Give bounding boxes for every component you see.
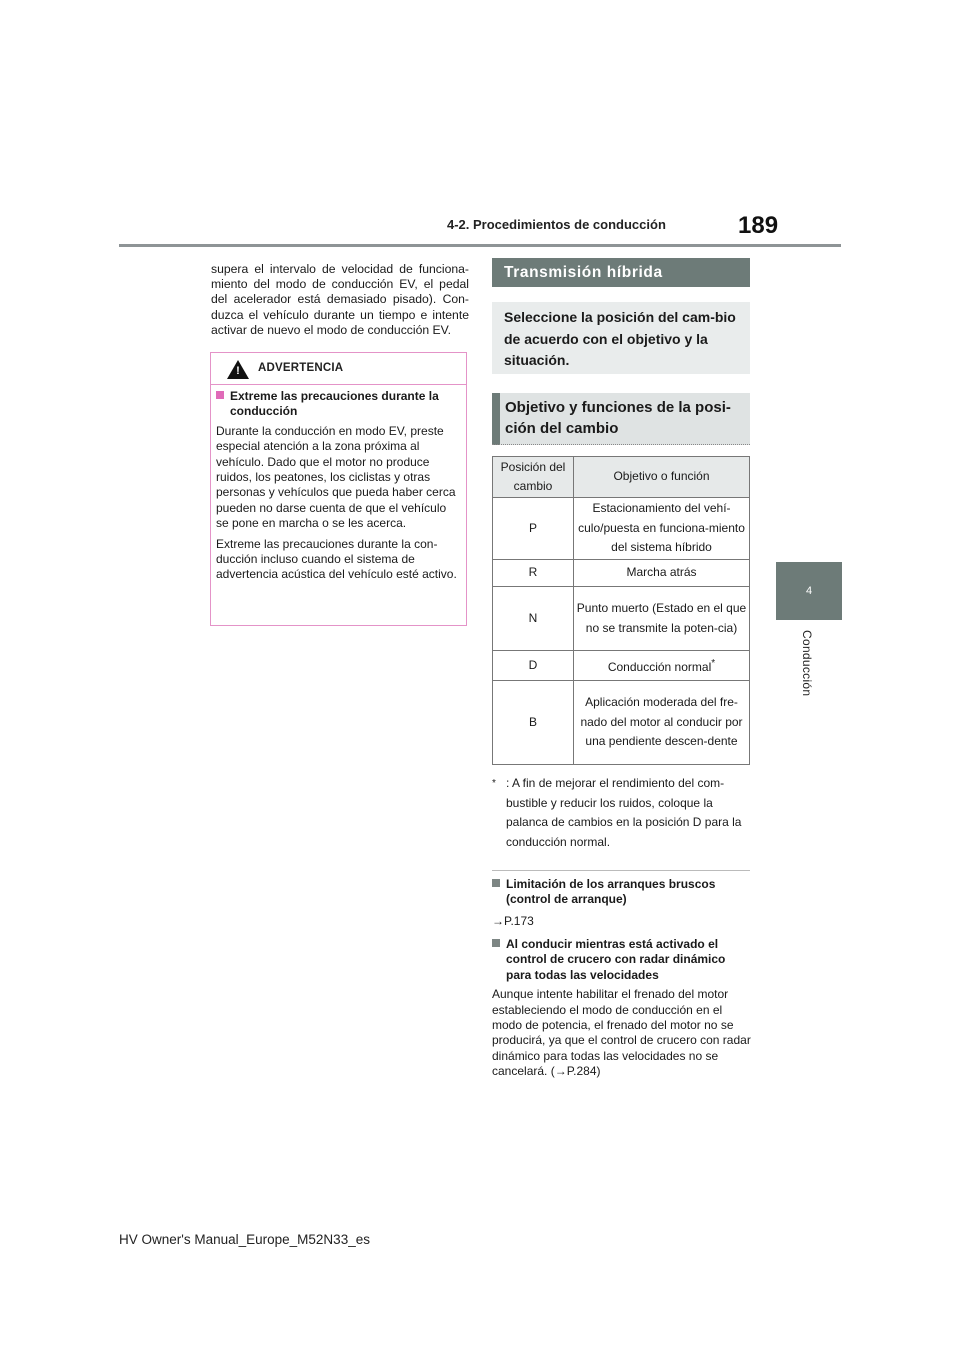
warning-heading: Extreme las precauciones durante la conducción [216, 389, 460, 420]
topic-cruise-control [492, 937, 752, 1080]
topic-heading: Limitación de los arranques bruscos (control de arranque) [492, 877, 752, 908]
position-cell: B [493, 681, 574, 765]
chapter-tab [776, 562, 842, 620]
footer-manual-id: HV Owner's Manual_Europe_M52N33_es [119, 1232, 370, 1247]
exclamation-icon: ! [236, 365, 240, 377]
page-reference-link[interactable]: →P.173 [492, 913, 534, 928]
position-cell: N [493, 587, 574, 651]
warning-box [210, 352, 467, 626]
running-header-section: 4-2. Procedimientos de conducción [447, 217, 666, 232]
section-title: Transmisión híbrida [504, 263, 663, 281]
footnote-mark: * [492, 778, 496, 789]
warning-body [216, 389, 460, 588]
function-cell: Marcha atrás [574, 560, 750, 587]
section-title-bar [492, 258, 750, 287]
page-number: 189 [738, 212, 779, 239]
footnote-divider [492, 870, 750, 871]
table-row [493, 651, 750, 681]
bullet-square-icon [216, 391, 224, 399]
function-cell: Aplicación moderada del fre-nado del motor al conducir por una pendiente descen-dente [574, 681, 750, 765]
section-intro-box: Seleccione la posición del cam-bio de acuerdo con el objetivo y la situación. [492, 302, 750, 374]
subsection-accent-bar [492, 393, 500, 445]
topic-heading: Al conducir mientras está activado el control de crucero con radar dinámico para todas las velocidades [492, 937, 752, 983]
function-cell: Conducción normal* [574, 651, 750, 681]
table-row [493, 560, 750, 587]
bullet-square-icon [492, 879, 500, 887]
position-cell: P [493, 498, 574, 560]
warning-paragraph-2: Extreme las precauciones durante la con-ducción incluso cuando el sistema de advertencia acústica del vehículo esté activo. [216, 536, 457, 582]
topic-body: Aunque intente habilitar el frenado del motor estableciendo el modo de conducción en el modo de potencia, el frenado del motor no se producirá, ya que el control de crucero con radar dinámico para todas las velocidades no se cancelará. (→P.284) [492, 987, 751, 1079]
warning-header [211, 353, 466, 385]
table-row [493, 681, 750, 765]
footnote-text: : A fin de mejorar el rendimiento del com-bustible y reducir los ruidos, coloque la palanca de cambios en la posición D para la conducción normal. [506, 776, 742, 849]
function-cell: Punto muerto (Estado en el que no se transmite la poten-cia) [574, 587, 750, 651]
table-row [493, 587, 750, 651]
table-header-position: Posición del cambio [493, 457, 574, 498]
chapter-number: 4 [805, 585, 813, 597]
topic-launch-control [492, 877, 752, 929]
bullet-square-icon [492, 939, 500, 947]
table-header-row [493, 457, 750, 498]
table-footnote [492, 774, 750, 852]
footnote-marker: * [711, 657, 716, 669]
warning-paragraph-1: Durante la conducción en modo EV, preste especial atención a la zona próxima al vehículo. Dado que el motor no produce ruidos, los peatones, los ciclistas y otras personas y vehículos que pueda haber cerca pueden no darse cuenta de que el vehículo se pone en marcha o se les acerca. [216, 423, 456, 531]
header-divider [119, 244, 841, 247]
table-header-function: Objetivo o función [574, 457, 750, 498]
subsection-underline [492, 444, 750, 445]
left-intro-paragraph: supera el intervalo de velocidad de funciona-miento del modo de conducción EV, el pedal del acelerador está demasiado pisado). Con-duzca el vehículo durante un tiempo e intente activar de nuevo el modo de conducción EV. [211, 262, 469, 337]
chapter-label: Conducción [800, 630, 814, 697]
warning-title: ADVERTENCIA [258, 362, 344, 374]
function-cell: Estacionamiento del vehí-culo/puesta en funciona-miento del sistema híbrido [574, 498, 750, 560]
table-row [493, 498, 750, 560]
position-cell: D [493, 651, 574, 681]
shift-position-table [492, 456, 750, 765]
subsection-title-box: Objetivo y funciones de la posi-ción del cambio [492, 393, 750, 445]
position-cell: R [493, 560, 574, 587]
